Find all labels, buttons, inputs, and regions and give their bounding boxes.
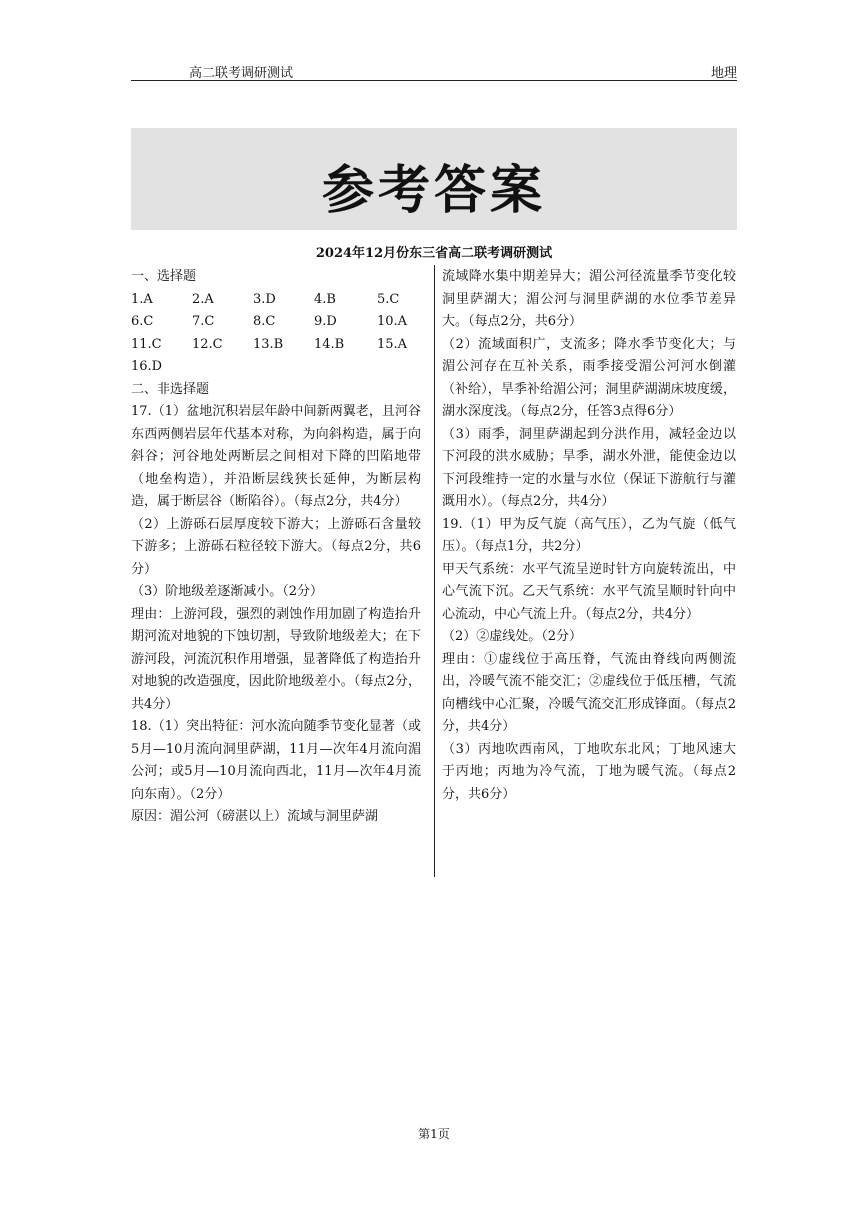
- title-banner: [131, 128, 737, 230]
- header-subject: 地理: [710, 66, 737, 81]
- choice-answer: 14.B: [314, 336, 345, 352]
- choice-answer: 16.D: [131, 359, 163, 374]
- choice-answers: [131, 289, 421, 379]
- choice-answer: 3.D: [253, 291, 276, 307]
- answer-paragraph: （3）丙地吹西南风，丁地吹东北风；丁地风速大于丙地；丙地为冷气流，丁地为暖气流。（每点2分，共6分）: [442, 741, 736, 802]
- choice-answer: 12.C: [192, 336, 223, 352]
- right-column: [442, 266, 736, 806]
- answer-paragraph: 原因：湄公河（磅湛以上）流域与洞里萨湖: [131, 809, 379, 824]
- choice-answer: 2.A: [192, 291, 214, 307]
- answer-paragraph: （2）②虚线处。（2分）: [442, 629, 583, 644]
- answer-paragraph: 17.（1）盆地沉积岩层年龄中间新两翼老，且河谷东西两侧岩层年代基本对称，为向斜构造，属于向斜谷；河谷地处两断层之间相对下降的凹陷地带（地垒构造），并沿断层线狭长延伸，为断层构造，属于断层谷（断陷谷）。（每点2分，共4分）: [131, 404, 421, 509]
- answer-paragraph: 理由：上游河段，强烈的剥蚀作用加剧了构造抬升期河流对地貌的下蚀切割，导致阶地级差大；在下游河段，河流沉积作用增强，显著降低了构造抬升对地貌的改造强度，因此阶地级差小。（每点2分，共4分）: [131, 606, 421, 712]
- document-subtitle: 2024年12月份东三省高二联考调研测试: [315, 246, 553, 261]
- choice-answer: 10.A: [377, 314, 408, 329]
- choice-answer: 11.C: [131, 336, 162, 352]
- answer-paragraph: （2）上游砾石层厚度较下游大；上游砾石含量较下游多；上游砾石粒径较下游大。（每点2分，共6分）: [131, 516, 421, 577]
- answer-paragraph: （3）雨季，洞里萨湖起到分洪作用，减轻金边以下河段的洪水威胁；旱季，湖水外泄，能使金边以下河段维持一定的水量与水位（保证下游航行与灌溉用水）。（每点2分，共4分）: [442, 426, 736, 509]
- header-title: 高二联考调研测试: [189, 66, 294, 81]
- choice-answer: 9.D: [314, 314, 337, 329]
- choice-answer: 4.B: [314, 291, 336, 307]
- section-choice-heading: 一、选择题: [131, 269, 197, 284]
- choice-answer: 13.B: [253, 336, 284, 352]
- answer-paragraph: 18.（1）突出特征：河水流向随季节变化显著（或5月—10月流向洞里萨湖，11月—次年4月流向湄公河；或5月—10月流向西北，11月—次年4月流向东南）。（2分）: [131, 719, 421, 802]
- answer-paragraph: （2）流域面积广，支流多；降水季节变化大；与湄公河存在互补关系，雨季接受湄公河河水倒灌（补给），旱季补给湄公河；洞里萨湖湖床坡度缓，湖水深度浅。（每点2分，任答3点得6分）: [442, 336, 736, 419]
- choice-answer: 6.C: [131, 314, 154, 329]
- banner-title: 参考答案: [321, 161, 546, 221]
- page-header: [131, 58, 737, 81]
- choice-answer: 15.A: [377, 336, 408, 352]
- answer-paragraph: 流域降水集中期差异大；湄公河径流量季节变化较洞里萨湖大；湄公河与洞里萨湖的水位季节差异大。（每点2分，共6分）: [442, 269, 736, 329]
- answer-paragraph: 甲天气系统：水平气流呈逆时针方向旋转流出，中心气流下沉。乙天气系统：水平气流呈顺时针向中心流动，中心气流上升。（每点2分，共4分）: [442, 561, 736, 622]
- choice-answer: 7.C: [192, 314, 215, 329]
- column-divider: [434, 265, 435, 877]
- left-column: [131, 266, 421, 829]
- answer-paragraph: （3）阶地级差逐渐减小。（2分）: [131, 584, 324, 599]
- page-number: 第1页: [418, 1127, 450, 1141]
- answer-paragraph: 19.（1）甲为反气旋（高气压），乙为气旋（低气压）。（每点1分，共2分）: [442, 516, 736, 554]
- choice-answer: 8.C: [253, 314, 276, 329]
- choice-answer: 5.C: [377, 291, 400, 307]
- answer-paragraph: 理由：①虚线位于高压脊，气流由脊线向两侧流出，冷暖气流不能交汇；②虚线位于低压槽，气流向槽线中心汇聚，冷暖气流交汇形成锋面。（每点2分，共4分）: [442, 651, 736, 734]
- choice-answer: 1.A: [131, 291, 153, 307]
- section-open-heading: 二、非选择题: [131, 381, 210, 397]
